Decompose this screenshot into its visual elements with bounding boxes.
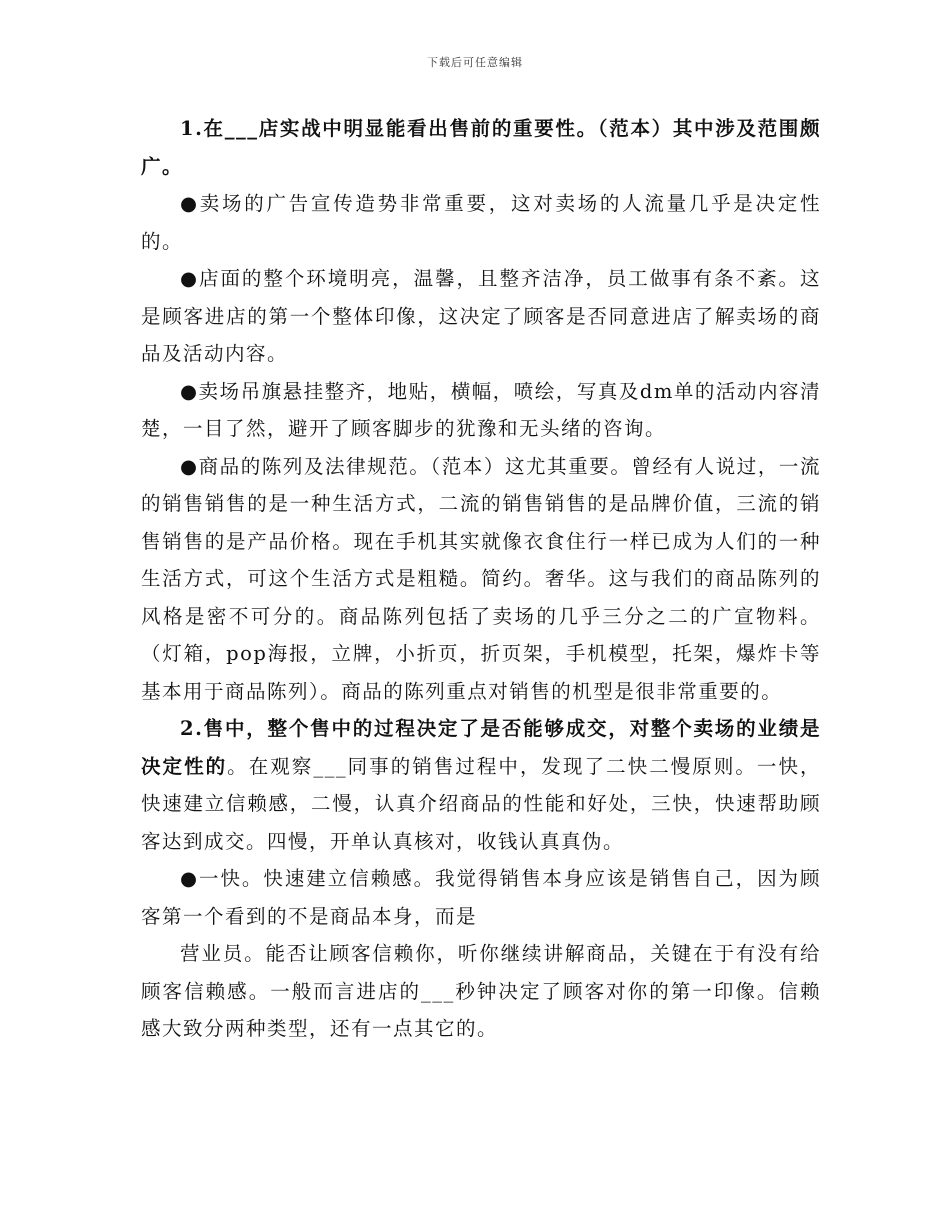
continuation-paragraph (141, 935, 821, 1048)
bullet-paragraph (141, 373, 821, 448)
paragraph-text: ●店面的整个环境明亮，温馨，且整齐洁净，员工做事有条不紊。这是顾客进店的第一个整体印像，这决定了顾客是否同意进店了解卖场的商品及活动内容。 (141, 267, 821, 365)
bullet-paragraph (141, 185, 821, 260)
heading-paragraph-2 (141, 710, 821, 860)
paragraph-text: ●商品的陈列及法律规范。（范本）这尤其重要。曾经有人说过，一流的销售销售的是一种生活方式，二流的销售销售的是品牌价值，三流的销售销售的是产品价格。现在手机其实就像衣食住行一样已成为人们的一种生活方式，可这个生活方式是粗糙。简约。奢华。这与我们的商品陈列的风格是密不可分的。商品陈列包括了卖场的几乎三分之二的广宣物料。（灯箱，pop海报，立牌，小折页，折页架，手机模型，托架，爆炸卡等基本用于商品陈列）。商品的陈列重点对销售的机型是很非常重要的。 (141, 454, 821, 703)
bold-text: 2.售中，整个售中的过程决定了是否能够成交，对整个卖场的业绩是决定性的 (141, 717, 821, 778)
bold-text: 1.在___店实战中明显能看出售前的重要性。（范本）其中涉及范围颇广。 (141, 117, 821, 178)
paragraph-text: 。在观察___同事的销售过程中，发现了二快二慢原则。一快，快速建立信赖感，二慢，认真介绍商品的性能和好处，三快，快速帮助顾客达到成交。四慢，开单认真核对，收钱认真真伪。 (141, 754, 821, 853)
page-header: 下载后可任意编辑 (427, 56, 523, 69)
bullet-paragraph (141, 448, 821, 711)
paragraph-text: ●卖场吊旗悬挂整齐，地贴，横幅，喷绘，写真及dm单的活动内容清楚，一目了然，避开了顾客脚步的犹豫和无头绪的咨询。 (141, 379, 821, 440)
paragraph-text: ●一快。快速建立信赖感。我觉得销售本身应该是销售自己，因为顾客第一个看到的不是商品本身，而是 (141, 867, 821, 928)
bullet-paragraph (141, 860, 821, 935)
document-body (141, 110, 821, 1048)
heading-paragraph-1 (141, 110, 821, 185)
bullet-paragraph (141, 260, 821, 373)
paragraph-text: ●卖场的广告宣传造势非常重要，这对卖场的人流量几乎是决定性的。 (141, 192, 821, 253)
paragraph-text: 营业员。能否让顾客信赖你，听你继续讲解商品，关键在于有没有给顾客信赖感。一般而言进店的___秒钟决定了顾客对你的第一印像。信赖感大致分两种类型，还有一点其它的。 (141, 942, 821, 1040)
